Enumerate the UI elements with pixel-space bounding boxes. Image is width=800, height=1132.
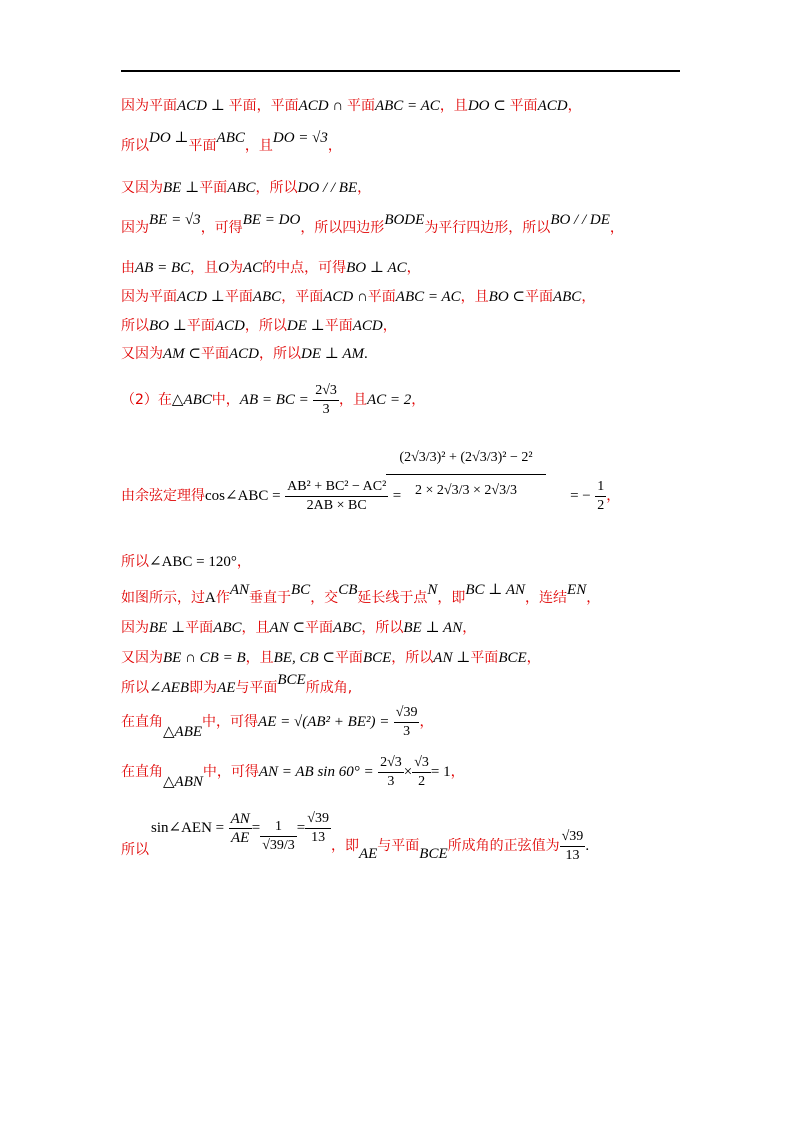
math: BODE <box>384 212 425 228</box>
text: 中，可得 <box>202 714 259 730</box>
text: 因为 <box>121 220 149 236</box>
proof-line-6 <box>121 287 595 307</box>
text: 中，可得 <box>202 764 259 780</box>
text: 平面 <box>185 620 214 636</box>
denominator: 2 <box>418 773 426 789</box>
math: AE <box>358 846 378 862</box>
text: ，且 <box>245 650 274 666</box>
text: ，且 <box>241 620 270 636</box>
text: 在直角 <box>121 714 163 730</box>
fraction <box>595 478 606 515</box>
text: ， <box>419 714 434 730</box>
numerator: √39 <box>394 704 420 723</box>
text: ，所以 <box>255 180 298 196</box>
math: BE ⊥ AN <box>403 620 463 636</box>
text: 因为平面 <box>121 98 177 114</box>
text: 平面 <box>186 318 215 334</box>
denominator: 3 <box>403 723 411 739</box>
text: ， <box>567 98 582 114</box>
text: 所以 <box>121 318 149 334</box>
text: 延长线于点 <box>357 590 428 606</box>
text: 平面 <box>224 289 253 305</box>
math: BO / / DE <box>550 212 610 228</box>
text: ， <box>586 590 601 606</box>
text: 与平面 <box>377 838 420 854</box>
proof-line-13 <box>121 618 476 638</box>
text: 为 <box>228 260 243 276</box>
math: CB <box>338 582 358 598</box>
math: = <box>392 488 402 504</box>
text: 垂直于 <box>249 590 292 606</box>
math: sin∠AEN = <box>151 820 225 836</box>
proof-line-16 <box>121 702 433 742</box>
text: ，所以 <box>391 650 434 666</box>
proof-line-5 <box>121 258 421 278</box>
math: DO <box>467 98 490 114</box>
math: △ABC <box>171 392 212 408</box>
text: 为平行四边形，所以 <box>424 220 551 236</box>
math: ABC <box>216 130 245 146</box>
big-numerator: (2√3/3)² + (2√3/3)² − 2² <box>386 444 546 475</box>
proof-line-14 <box>121 648 541 668</box>
math: ABC <box>252 289 282 305</box>
math: = <box>251 820 261 836</box>
text: ，且 <box>338 392 367 408</box>
math: cos∠ABC = <box>205 488 281 504</box>
fraction <box>560 828 586 865</box>
math: ACD ⊥ <box>177 289 225 305</box>
proof-line-2 <box>121 130 342 156</box>
denominator: 3 <box>322 401 330 417</box>
math: AN ⊥ <box>433 650 471 666</box>
text: ，即 <box>437 590 466 606</box>
math: O <box>218 260 229 276</box>
text: 平面 <box>305 620 334 636</box>
text: ， <box>609 220 624 236</box>
math: BO ⊂ <box>488 289 525 305</box>
math: BCE <box>419 846 448 862</box>
text: 又因为 <box>121 650 163 666</box>
fraction <box>378 754 404 791</box>
text: 因为 <box>121 620 149 636</box>
proof-line-18 <box>121 806 589 866</box>
text: ， <box>606 488 621 504</box>
text: 所以 <box>121 138 149 154</box>
text: 的中点，可得 <box>262 260 347 276</box>
math: AE = √(AB² + BE²) = <box>258 714 390 730</box>
text: 又因为 <box>121 180 163 196</box>
denominator: √39/3 <box>262 837 295 853</box>
text: ，可得 <box>200 220 243 236</box>
fraction <box>412 754 431 791</box>
text: 由余弦定理得 <box>121 488 205 504</box>
math: ABC = AC <box>374 98 440 114</box>
math: ACD <box>214 318 245 334</box>
numerator: 1 <box>260 818 297 837</box>
text: ，所以 <box>244 318 287 334</box>
text: 所成角, <box>305 680 353 696</box>
text: ，且 <box>439 98 468 114</box>
math: ACD <box>537 98 568 114</box>
math: A <box>205 590 216 606</box>
text: 平面 <box>346 98 375 114</box>
text: 平面 <box>324 318 353 334</box>
text: ， <box>411 392 426 408</box>
math: AN = AB sin 60° = <box>258 764 374 780</box>
math: DO ⊥ <box>149 130 189 146</box>
text: （2）在 <box>121 392 172 408</box>
text: ， <box>236 554 251 570</box>
math: BE = DO <box>242 212 301 228</box>
math: = <box>296 820 306 836</box>
math: BC <box>291 582 311 598</box>
math: DO = √3 <box>272 130 328 146</box>
text: 由 <box>121 260 135 276</box>
text: 平面 <box>199 180 228 196</box>
math: AB = BC <box>135 260 191 276</box>
math: BE, CB ⊂ <box>273 650 335 666</box>
math: = 1 <box>430 764 451 780</box>
text: 即为 <box>189 680 218 696</box>
text: ，且 <box>244 138 273 154</box>
text: ，所以 <box>361 620 404 636</box>
math: △ABE <box>163 724 203 740</box>
numerator: √39 <box>560 828 586 847</box>
denominator: AE <box>231 829 250 846</box>
proof-line-11 <box>121 552 251 572</box>
text: ， <box>327 138 342 154</box>
fraction <box>285 478 388 515</box>
text: 平面 <box>367 289 396 305</box>
math: ACD <box>352 318 383 334</box>
math: ACD <box>228 346 259 362</box>
text: 中， <box>211 392 240 408</box>
text: ，且 <box>190 260 219 276</box>
math: BO ⊥ <box>149 318 187 334</box>
proof-line-7 <box>121 316 397 336</box>
text: 所以 <box>121 554 149 570</box>
math: BE ⊥ <box>149 620 186 636</box>
text: 平面 <box>524 289 553 305</box>
math: AM ⊂ <box>163 346 201 362</box>
math: ABC <box>333 620 362 636</box>
text: ，所以四边形 <box>300 220 385 236</box>
text: ， <box>450 764 465 780</box>
math: DE ⊥ <box>286 318 325 334</box>
math: EN <box>567 582 587 598</box>
numerator: 2√3 <box>313 382 339 401</box>
denominator: 3 <box>387 773 395 789</box>
fraction <box>260 818 297 855</box>
text: 平面，平面 <box>228 98 299 114</box>
text: 如图所示，过 <box>121 590 205 606</box>
big-fraction <box>386 444 546 507</box>
proof-line-4 <box>121 212 624 238</box>
math: ABC = AC <box>395 289 461 305</box>
text: ， <box>357 180 372 196</box>
math: AB = BC = <box>239 392 309 408</box>
math: ABC <box>552 289 582 305</box>
text: ， <box>581 289 596 305</box>
fraction <box>229 810 252 847</box>
math: ABC <box>227 180 256 196</box>
text: ， <box>462 620 477 636</box>
text: ，所以 <box>258 346 301 362</box>
math: AN <box>229 582 250 598</box>
math: = − <box>570 488 591 504</box>
text: 又因为 <box>121 346 163 362</box>
text: ，且 <box>460 289 489 305</box>
math: . <box>585 838 590 854</box>
math: ⊥ <box>207 98 229 114</box>
denominator: 2 <box>597 497 605 513</box>
numerator: 1 <box>595 478 606 497</box>
math: △ABN <box>163 774 203 790</box>
math: ∠ABC = 120° <box>149 554 237 570</box>
math: ACD ∩ <box>323 289 368 305</box>
proof-line-3 <box>121 178 371 198</box>
text: 与平面 <box>235 680 278 696</box>
denominator: 2AB × BC <box>306 497 367 513</box>
math: ACD <box>177 98 207 114</box>
text: ，连结 <box>525 590 568 606</box>
math: DO / / BE <box>297 180 358 196</box>
fraction <box>313 382 339 419</box>
text: 平面 <box>334 650 363 666</box>
numerator: √3 <box>412 754 431 773</box>
math: BE ∩ CB = B <box>163 650 246 666</box>
numerator: AN <box>230 810 250 827</box>
text: 平面 <box>470 650 499 666</box>
math: AE <box>217 680 236 696</box>
fraction <box>305 810 331 847</box>
big-denominator: 2 × 2√3/3 × 2√3/3 <box>415 483 517 498</box>
math: ⊂ <box>489 98 510 114</box>
fraction <box>394 704 420 741</box>
text: 在直角 <box>121 764 163 780</box>
text: ， <box>526 650 541 666</box>
math: BC ⊥ AN <box>465 582 526 598</box>
math: BCE <box>277 672 306 688</box>
text: 平面 <box>188 138 217 154</box>
proof-line-12 <box>121 582 601 608</box>
proof-line-8 <box>121 344 368 364</box>
proof-line-17 <box>121 752 465 792</box>
math: BCE <box>498 650 527 666</box>
text: 所成角的正弦值为 <box>447 838 560 854</box>
math: DE ⊥ AM <box>300 346 364 362</box>
text: 所以 <box>121 842 149 858</box>
text: 所以 <box>121 680 149 696</box>
text: ， <box>406 260 421 276</box>
math: BE ⊥ <box>163 180 200 196</box>
math: . <box>363 346 368 362</box>
math: ∠AEB <box>149 680 190 696</box>
math: ∩ <box>328 98 347 114</box>
math: BE = √3 <box>149 212 201 228</box>
denominator: 13 <box>565 847 580 863</box>
math: ACD <box>298 98 329 114</box>
text: ，交 <box>310 590 339 606</box>
denominator: 13 <box>311 829 326 845</box>
text: 因为平面 <box>121 289 177 305</box>
header-rule <box>121 70 680 72</box>
math: AN ⊂ <box>269 620 306 636</box>
text: ，即 <box>330 838 359 854</box>
math: × <box>403 764 413 780</box>
text: ， <box>382 318 397 334</box>
math: BO ⊥ AC <box>346 260 407 276</box>
math: N <box>427 582 438 598</box>
text: ，平面 <box>281 289 324 305</box>
proof-line-15 <box>121 672 353 698</box>
math: ABC <box>213 620 242 636</box>
text: 作 <box>215 590 230 606</box>
math: AC = 2 <box>366 392 412 408</box>
math: BCE <box>362 650 392 666</box>
numerator: √39 <box>305 810 331 829</box>
text: 平面 <box>509 98 538 114</box>
text: 平面 <box>200 346 229 362</box>
proof-line-9 <box>121 380 425 420</box>
proof-line-1 <box>121 96 582 116</box>
math: AC <box>242 260 263 276</box>
numerator: AB² + BC² − AC² <box>285 478 388 497</box>
numerator: 2√3 <box>378 754 404 773</box>
